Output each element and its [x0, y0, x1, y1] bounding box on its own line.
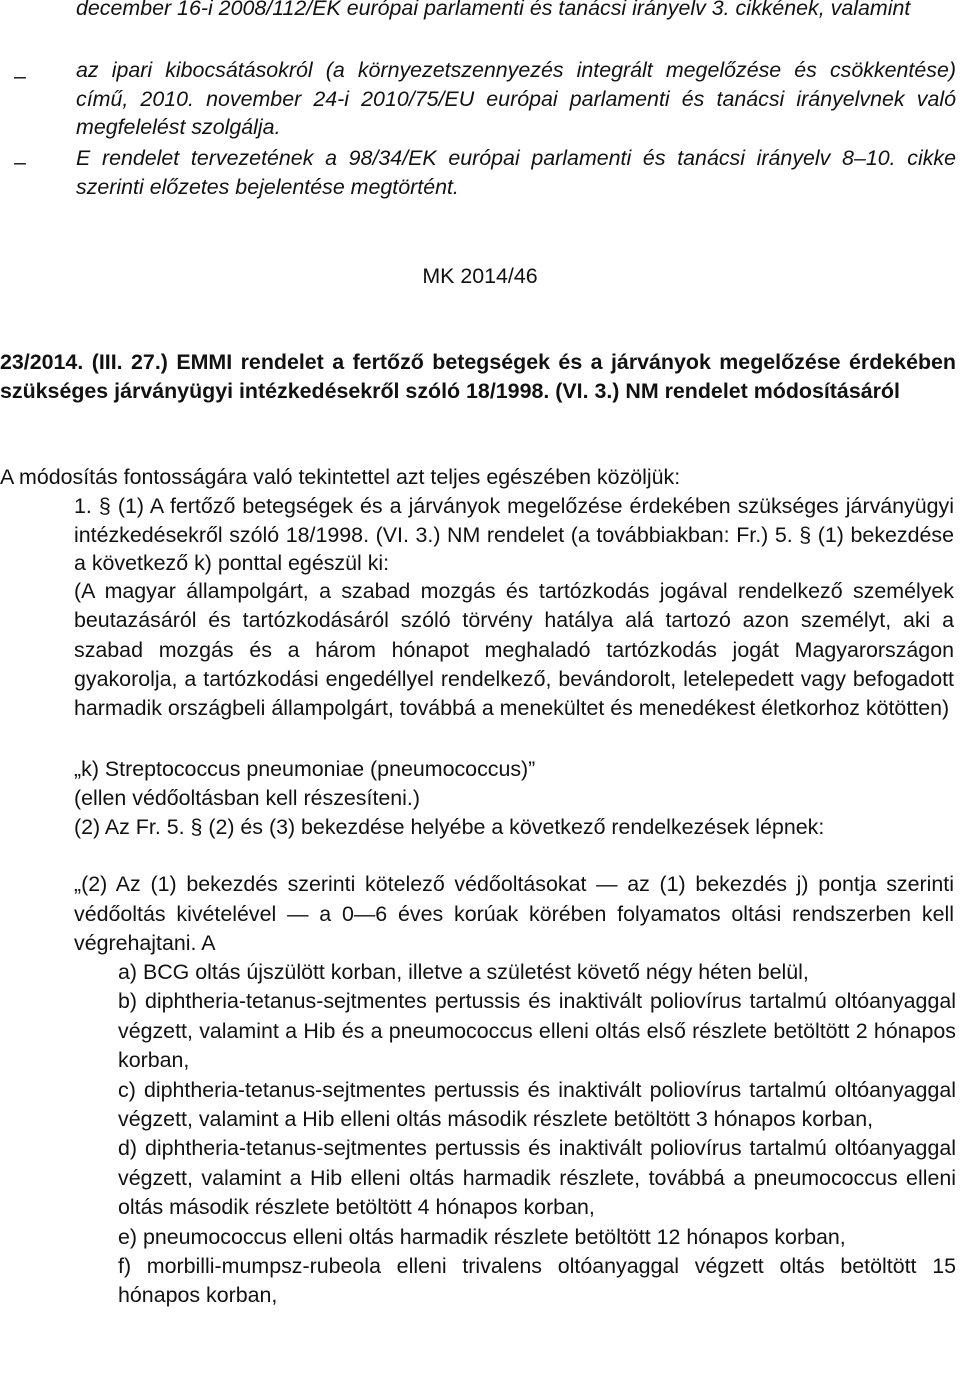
quoted-context: (A magyar állampolgárt, a szabad mozgás és tartózkodás jogával rendelkező személyek beutazásáról és tartózkodásáról szóló törvény hatálya alá tartozó azon személyt, aki a szabad mozgás és a három hónapot meghaladó tartózkodás jogát Magyarországon gyakorolja, a tartózkodási engedéllyel rendelkező, bevándorolt, letelepedett vagy befogadott harmadik országbeli állampolgárt, továbbá a menekültet és menedékest életkorhoz kötötten): [74, 579, 954, 721]
section-2: (2) Az Fr. 5. § (2) és (3) bekezdése helyébe a következő rendelkezések lépnek:: [74, 815, 825, 839]
list-item: f) morbilli-mumpsz-rubeola elleni trivalens oltóanyaggal végzett oltás betöltött 15 hónapos korban,: [118, 1254, 956, 1308]
list-item: e) pneumococcus elleni oltás harmadik részlete betöltött 12 hónapos korban,: [118, 1224, 846, 1249]
dash-bullet: –: [14, 64, 26, 88]
k-point: „k) Streptococcus pneumoniae (pneumococcus)”: [74, 757, 536, 781]
list-item: a) BCG oltás újszülött korban, illetve a születést követő négy héten belül,: [118, 960, 809, 984]
mk-reference: MK 2014/46: [422, 264, 538, 288]
intro-bullet-2: E rendelet tervezetének a 98/34/EK európai parlamenti és tanácsi irányelv 8–10. cikke szerinti előzetes bejelentése megtörtént.: [76, 146, 956, 199]
list-item: c) diphtheria-tetanus-sejtmentes pertussis és inaktivált poliovírus tartalmú oltóanyaggal végzett, valamint a Hib elleni oltás második részlete betöltött 3 hónapos korban,: [118, 1077, 956, 1132]
list-item: b) diphtheria-tetanus-sejtmentes pertussis és inaktivált poliovírus tartalmú oltóanyaggal végzett, valamint a Hib és a pneumococcus elleni oltás első részlete betöltött 2 hónapos korban,: [118, 989, 956, 1073]
list-item: d) diphtheria-tetanus-sejtmentes pertussis és inaktivált poliovírus tartalmú oltóanyaggal végzett, valamint a Hib elleni oltás harmadik részlete, továbbá a pneumococcus elleni oltás második részlete betöltött 4 hónapos korban,: [118, 1136, 956, 1220]
k-point-continuation: (ellen védőoltásban kell részesíteni.): [74, 786, 420, 810]
section-1: 1. § (1) A fertőző betegségek és a járványok megelőzése érdekében szükséges járványügyi intézkedésekről szóló 18/1998. (VI. 3.) NM rendelet (a továbbiakban: Fr.) 5. § (1) bekezdése a következő k) ponttal egészül ki:: [74, 494, 954, 576]
dash-bullet: –: [14, 150, 26, 174]
vaccination-list: [118, 958, 956, 1311]
lead-text: A módosítás fontosságára való tekintettel azt teljes egészében közöljük:: [0, 465, 681, 489]
decree-title: 23/2014. (III. 27.) EMMI rendelet a fertőző betegségek és a járványok megelőzése érdekében szükséges járványügyi intézkedésekről szóló 18/1998. (VI. 3.) NM rendelet módosításáról: [0, 350, 956, 403]
paragraph-2: „(2) Az (1) bekezdés szerinti kötelező védőoltásokat — az (1) bekezdés j) pontja szerinti védőoltás kivételével — a 0—6 éves korúak körében folyamatos oltási rendszerben kell végrehajtani. A: [74, 872, 954, 955]
intro-paragraph: december 16-i 2008/112/EK európai parlamenti és tanácsi irányelv 3. cikkének, valamint: [76, 0, 911, 20]
intro-bullet-1: az ipari kibocsátásokról (a környezetszennyezés integrált megelőzése és csökkentése) című, 2010. november 24-i 2010/75/EU európai parlamenti és tanácsi irányelvnek való megfelelést szolgálja.: [76, 58, 956, 140]
